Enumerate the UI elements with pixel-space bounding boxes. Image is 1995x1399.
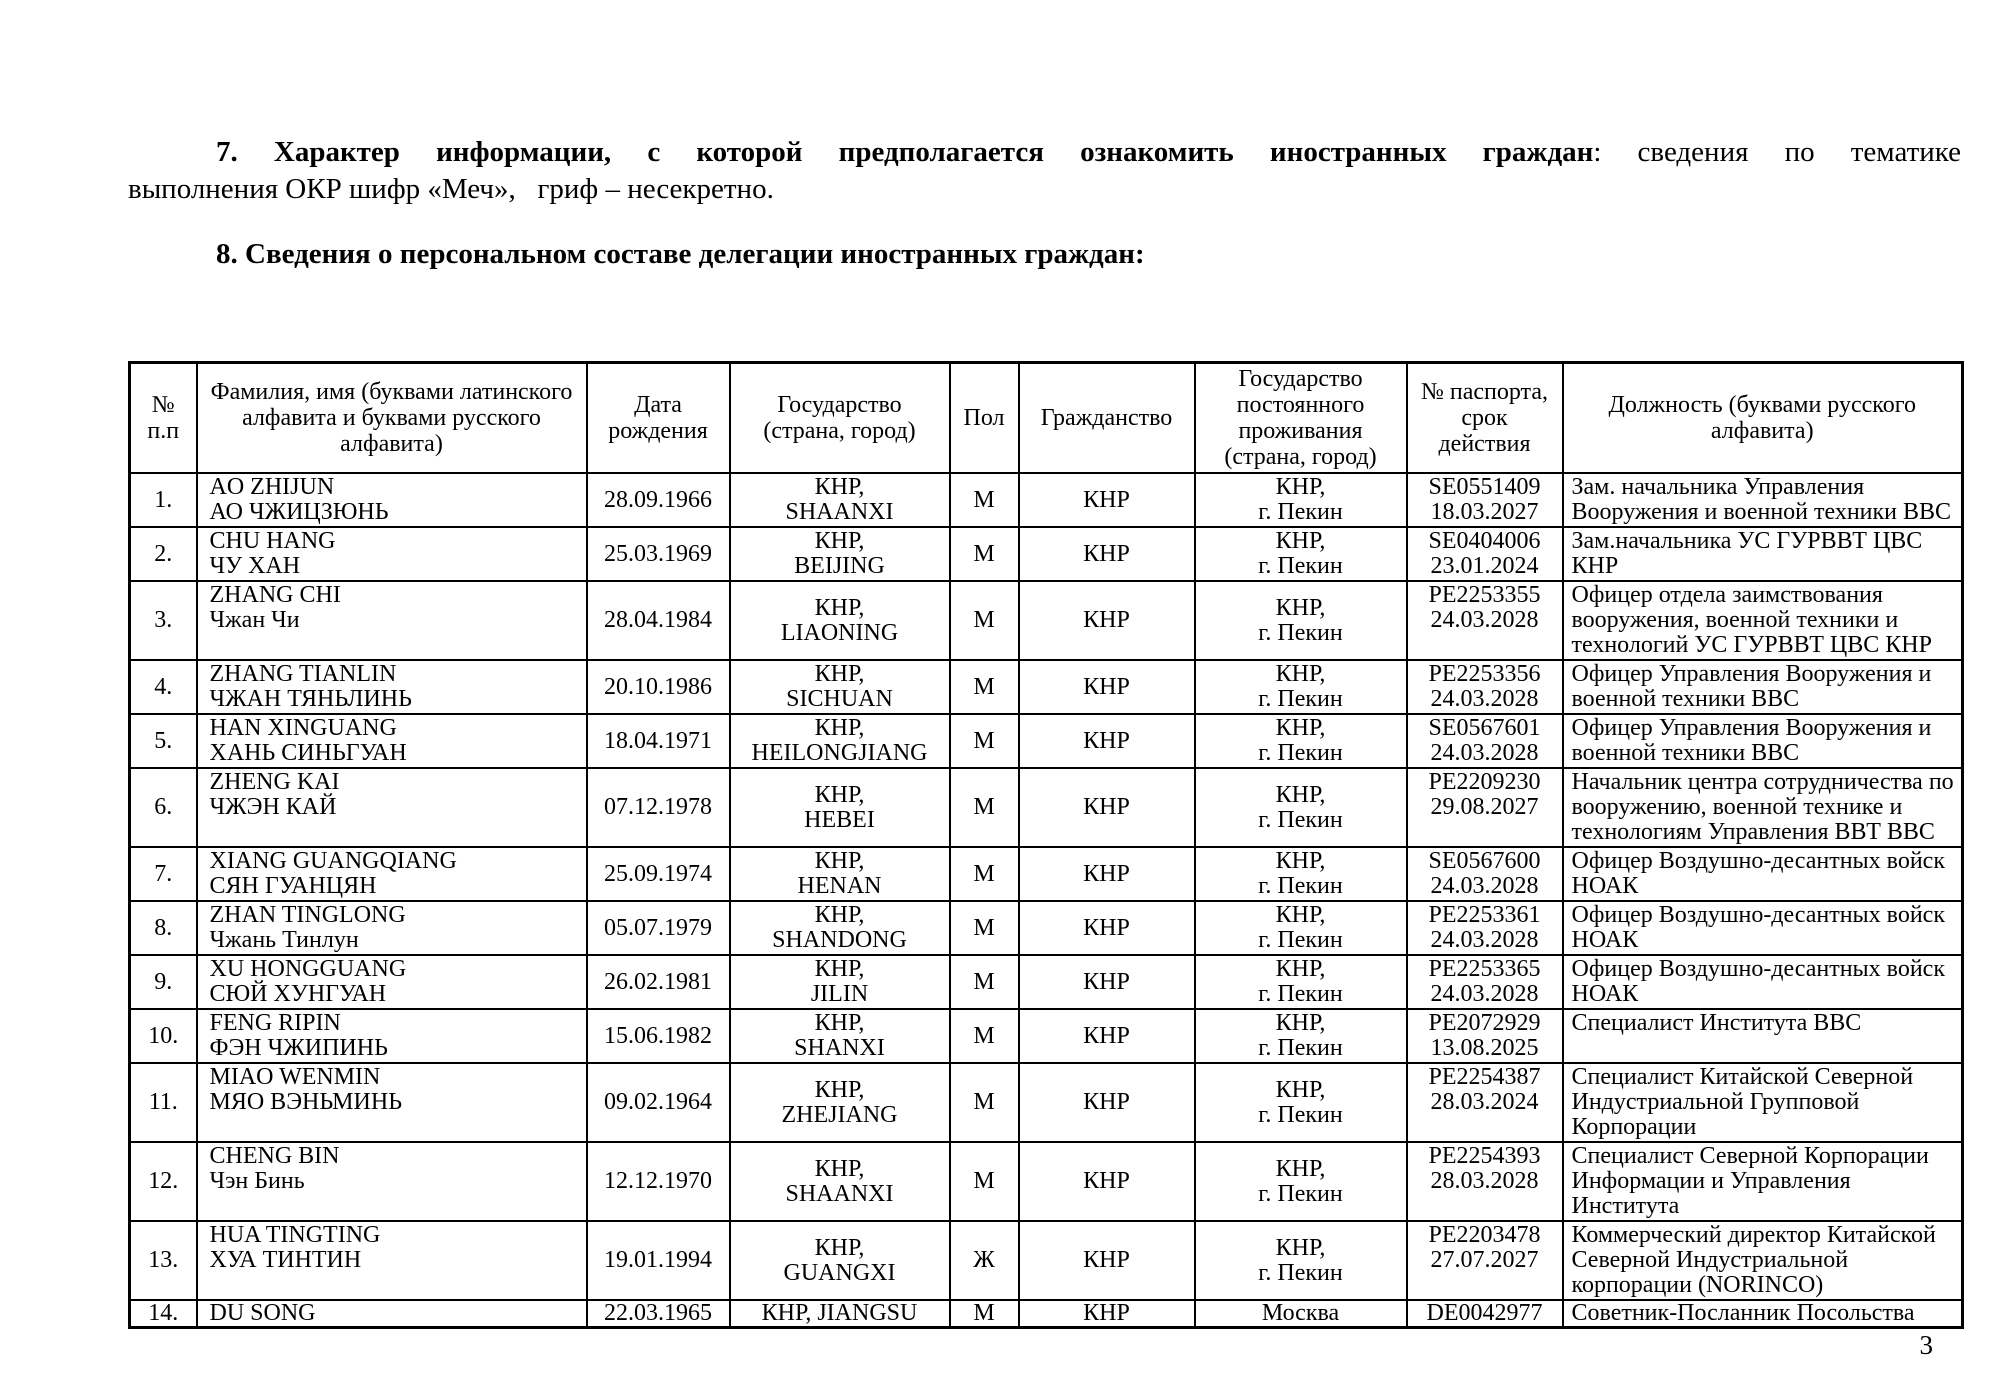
- cell-sex: М: [950, 1009, 1019, 1063]
- table-row: [130, 1300, 1963, 1328]
- cell-citizenship: КНР: [1019, 955, 1195, 1009]
- cell-position: Советник-Посланник Посольства: [1563, 1300, 1963, 1328]
- table-row: [130, 714, 1963, 768]
- cell-residence: КНР, г. Пекин: [1195, 901, 1407, 955]
- cell-number: 6.: [130, 768, 197, 847]
- cell-passport: PE2209230 29.08.2027: [1407, 768, 1563, 847]
- cell-position: Офицер Воздушно-десантных войск НОАК: [1563, 901, 1963, 955]
- table-row: [130, 473, 1963, 527]
- cell-birthdate: 19.01.1994: [587, 1221, 730, 1300]
- paragraph-7-bold-lead: 7. Характер информации, с которой предполагается ознакомить иностранных граждан: [216, 136, 1594, 168]
- cell-birthdate: 28.04.1984: [587, 581, 730, 660]
- cell-state: КНР, JILIN: [730, 955, 950, 1009]
- paragraph-7: [128, 134, 1961, 208]
- cell-state: КНР, ZHEJIANG: [730, 1063, 950, 1142]
- cell-position: Зам.начальника УС ГУРВВТ ЦВС КНР: [1563, 527, 1963, 581]
- cell-residence: КНР, г. Пекин: [1195, 660, 1407, 714]
- cell-birthdate: 18.04.1971: [587, 714, 730, 768]
- table-row: [130, 1142, 1963, 1221]
- header-birthdate: Дата рождения: [587, 363, 730, 474]
- cell-number: 11.: [130, 1063, 197, 1142]
- cell-citizenship: КНР: [1019, 1300, 1195, 1328]
- cell-state: КНР, GUANGXI: [730, 1221, 950, 1300]
- header-position: Должность (буквами русского алфавита): [1563, 363, 1963, 474]
- cell-passport: PE2253365 24.03.2028: [1407, 955, 1563, 1009]
- cell-residence: КНР, г. Пекин: [1195, 955, 1407, 1009]
- cell-birthdate: 09.02.1964: [587, 1063, 730, 1142]
- cell-number: 10.: [130, 1009, 197, 1063]
- table-row: [130, 1063, 1963, 1142]
- cell-number: 1.: [130, 473, 197, 527]
- cell-name: ZHANG CHI Чжан Чи: [197, 581, 587, 660]
- cell-position: Офицер Воздушно-десантных войск НОАК: [1563, 955, 1963, 1009]
- cell-residence: КНР, г. Пекин: [1195, 1142, 1407, 1221]
- cell-sex: М: [950, 473, 1019, 527]
- cell-position: Офицер Воздушно-десантных войск НОАК: [1563, 847, 1963, 901]
- table-row: [130, 955, 1963, 1009]
- cell-birthdate: 15.06.1982: [587, 1009, 730, 1063]
- cell-number: 8.: [130, 901, 197, 955]
- cell-position: Офицер Управления Вооружения и военной техники ВВС: [1563, 714, 1963, 768]
- cell-state: КНР, SICHUAN: [730, 660, 950, 714]
- header-residence: Государство постоянного проживания (страна, город): [1195, 363, 1407, 474]
- cell-citizenship: КНР: [1019, 527, 1195, 581]
- paragraph-7-line1: [128, 134, 1961, 171]
- cell-state: КНР, SHAANXI: [730, 473, 950, 527]
- cell-state: КНР, HEILONGJIANG: [730, 714, 950, 768]
- table-row: [130, 847, 1963, 901]
- cell-citizenship: КНР: [1019, 660, 1195, 714]
- cell-position: Специалист Китайской Северной Индустриальной Групповой Корпорации: [1563, 1063, 1963, 1142]
- cell-state: КНР, JIANGSU: [730, 1300, 950, 1328]
- cell-number: 12.: [130, 1142, 197, 1221]
- cell-residence: КНР, г. Пекин: [1195, 714, 1407, 768]
- cell-position: Специалист Института ВВС: [1563, 1009, 1963, 1063]
- paragraph-7-tail: : сведения по тематике: [1593, 136, 1962, 168]
- cell-citizenship: КНР: [1019, 847, 1195, 901]
- cell-position: Начальник центра сотрудничества по вооружению, военной технике и технологиям Управления ВВТ ВВС: [1563, 768, 1963, 847]
- cell-position: Специалист Северной Корпорации Информации и Управления Института: [1563, 1142, 1963, 1221]
- cell-passport: PE2253361 24.03.2028: [1407, 901, 1563, 955]
- cell-sex: М: [950, 768, 1019, 847]
- header-number: № п.п: [130, 363, 197, 474]
- cell-residence: КНР, г. Пекин: [1195, 527, 1407, 581]
- header-state: Государство (страна, город): [730, 363, 950, 474]
- table-header-row: [130, 363, 1963, 474]
- cell-name: CHU HANG ЧУ ХАН: [197, 527, 587, 581]
- cell-number: 14.: [130, 1300, 197, 1328]
- cell-citizenship: КНР: [1019, 1063, 1195, 1142]
- table-row: [130, 527, 1963, 581]
- cell-number: 4.: [130, 660, 197, 714]
- delegation-table-body: [130, 473, 1963, 1328]
- cell-name: HAN XINGUANG ХАНЬ СИНЬГУАН: [197, 714, 587, 768]
- cell-citizenship: КНР: [1019, 1142, 1195, 1221]
- cell-birthdate: 26.02.1981: [587, 955, 730, 1009]
- cell-state: КНР, BEIJING: [730, 527, 950, 581]
- cell-sex: М: [950, 901, 1019, 955]
- cell-name: ZHENG KAI ЧЖЭН КАЙ: [197, 768, 587, 847]
- cell-passport: SE0404006 23.01.2024: [1407, 527, 1563, 581]
- cell-number: 9.: [130, 955, 197, 1009]
- page-content: [128, 134, 1961, 1329]
- cell-passport: SE0567600 24.03.2028: [1407, 847, 1563, 901]
- cell-position: Офицер отдела заимствования вооружения, военной техники и технологий УС ГУРВВТ ЦВС КНР: [1563, 581, 1963, 660]
- cell-state: КНР, SHAANXI: [730, 1142, 950, 1221]
- header-sex: Пол: [950, 363, 1019, 474]
- cell-name: XU HONGGUANG СЮЙ ХУНГУАН: [197, 955, 587, 1009]
- cell-name: MIAO WENMIN МЯО ВЭНЬМИНЬ: [197, 1063, 587, 1142]
- cell-citizenship: КНР: [1019, 1009, 1195, 1063]
- cell-passport: SE0551409 18.03.2027: [1407, 473, 1563, 527]
- section-8-heading: 8. Сведения о персональном составе делегации иностранных граждан:: [216, 238, 1145, 271]
- cell-citizenship: КНР: [1019, 473, 1195, 527]
- cell-sex: М: [950, 1142, 1019, 1221]
- table-row: [130, 1221, 1963, 1300]
- cell-passport: DE0042977: [1407, 1300, 1563, 1328]
- cell-passport: PE2254393 28.03.2028: [1407, 1142, 1563, 1221]
- cell-citizenship: КНР: [1019, 581, 1195, 660]
- cell-sex: М: [950, 847, 1019, 901]
- cell-residence: КНР, г. Пекин: [1195, 1063, 1407, 1142]
- cell-passport: PE2253356 24.03.2028: [1407, 660, 1563, 714]
- cell-sex: М: [950, 1063, 1019, 1142]
- cell-number: 2.: [130, 527, 197, 581]
- cell-sex: М: [950, 527, 1019, 581]
- cell-sex: М: [950, 1300, 1019, 1328]
- cell-birthdate: 25.03.1969: [587, 527, 730, 581]
- cell-citizenship: КНР: [1019, 1221, 1195, 1300]
- cell-birthdate: 22.03.1965: [587, 1300, 730, 1328]
- cell-number: 3.: [130, 581, 197, 660]
- cell-passport: PE2254387 28.03.2024: [1407, 1063, 1563, 1142]
- table-row: [130, 901, 1963, 955]
- cell-birthdate: 20.10.1986: [587, 660, 730, 714]
- cell-residence: КНР, г. Пекин: [1195, 847, 1407, 901]
- cell-residence: КНР, г. Пекин: [1195, 473, 1407, 527]
- cell-birthdate: 25.09.1974: [587, 847, 730, 901]
- cell-citizenship: КНР: [1019, 714, 1195, 768]
- cell-name: AO ZHIJUN АО ЧЖИЦЗЮНЬ: [197, 473, 587, 527]
- cell-name: FENG RIPIN ФЭН ЧЖИПИНЬ: [197, 1009, 587, 1063]
- cell-state: КНР, SHANDONG: [730, 901, 950, 955]
- cell-birthdate: 12.12.1970: [587, 1142, 730, 1221]
- cell-position: Офицер Управления Вооружения и военной техники ВВС: [1563, 660, 1963, 714]
- page-number: 3: [1919, 1330, 1933, 1360]
- cell-name: ZHANG TIANLIN ЧЖАН ТЯНЬЛИНЬ: [197, 660, 587, 714]
- header-citizenship: Гражданство: [1019, 363, 1195, 474]
- cell-residence: Москва: [1195, 1300, 1407, 1328]
- cell-name: DU SONG: [197, 1300, 587, 1328]
- cell-sex: М: [950, 714, 1019, 768]
- cell-state: КНР, HENAN: [730, 847, 950, 901]
- cell-citizenship: КНР: [1019, 768, 1195, 847]
- cell-state: КНР, LIAONING: [730, 581, 950, 660]
- cell-residence: КНР, г. Пекин: [1195, 768, 1407, 847]
- delegation-table: [128, 361, 1964, 1329]
- cell-sex: М: [950, 581, 1019, 660]
- header-name: Фамилия, имя (буквами латинского алфавита и буквами русского алфавита): [197, 363, 587, 474]
- cell-passport: SE0567601 24.03.2028: [1407, 714, 1563, 768]
- cell-passport: PE2253355 24.03.2028: [1407, 581, 1563, 660]
- cell-birthdate: 05.07.1979: [587, 901, 730, 955]
- cell-residence: КНР, г. Пекин: [1195, 1009, 1407, 1063]
- cell-position: Коммерческий директор Китайской Северной Индустриальной корпорации (NORINCO): [1563, 1221, 1963, 1300]
- cell-name: ZHAN TINGLONG Чжань Тинлун: [197, 901, 587, 955]
- table-row: [130, 660, 1963, 714]
- cell-state: КНР, HEBEI: [730, 768, 950, 847]
- cell-name: CHENG BIN Чэн Бинь: [197, 1142, 587, 1221]
- cell-sex: М: [950, 955, 1019, 1009]
- cell-residence: КНР, г. Пекин: [1195, 581, 1407, 660]
- cell-residence: КНР, г. Пекин: [1195, 1221, 1407, 1300]
- cell-passport: PE2203478 27.07.2027: [1407, 1221, 1563, 1300]
- cell-birthdate: 07.12.1978: [587, 768, 730, 847]
- cell-number: 7.: [130, 847, 197, 901]
- cell-sex: М: [950, 660, 1019, 714]
- table-row: [130, 1009, 1963, 1063]
- cell-name: XIANG GUANGQIANG СЯН ГУАНЦЯН: [197, 847, 587, 901]
- cell-sex: Ж: [950, 1221, 1019, 1300]
- header-passport: № паспорта, срок действия: [1407, 363, 1563, 474]
- table-row: [130, 581, 1963, 660]
- cell-name: HUA TINGTING ХУА ТИНТИН: [197, 1221, 587, 1300]
- cell-number: 5.: [130, 714, 197, 768]
- cell-birthdate: 28.09.1966: [587, 473, 730, 527]
- cell-citizenship: КНР: [1019, 901, 1195, 955]
- cell-state: КНР, SHANXI: [730, 1009, 950, 1063]
- paragraph-7-line2: выполнения ОКР шифр «Меч», гриф – несекретно.: [128, 173, 774, 206]
- cell-position: Зам. начальника Управления Вооружения и военной техники ВВС: [1563, 473, 1963, 527]
- table-row: [130, 768, 1963, 847]
- cell-passport: PE2072929 13.08.2025: [1407, 1009, 1563, 1063]
- cell-number: 13.: [130, 1221, 197, 1300]
